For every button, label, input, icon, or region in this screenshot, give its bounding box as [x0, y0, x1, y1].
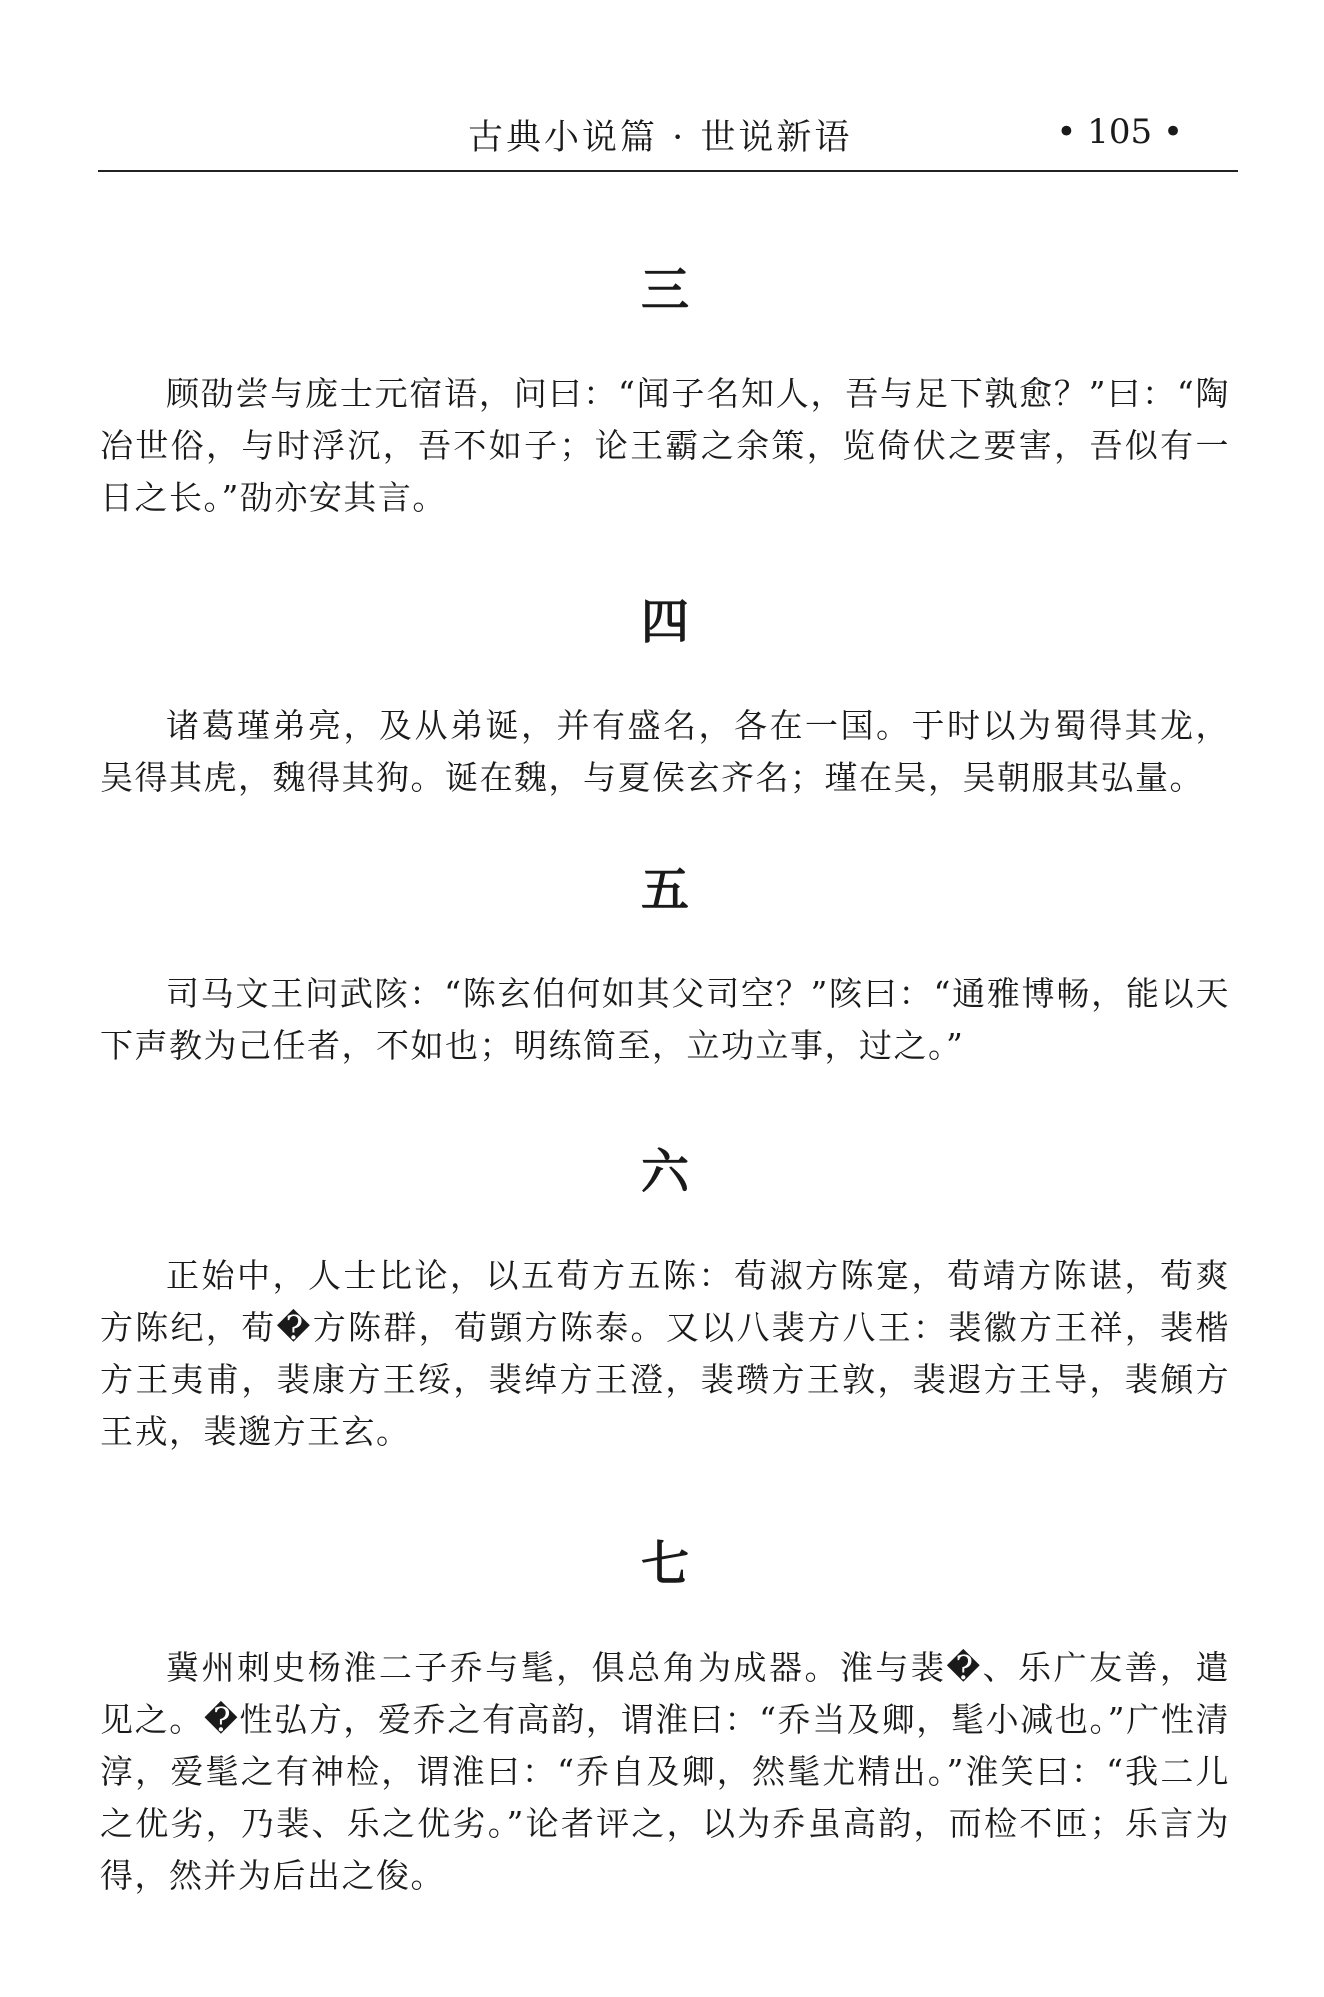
page-number: • 105 • [1056, 112, 1183, 152]
section-paragraph: 诸葛瑾弟亮，及从弟诞，并有盛名，各在一国。于时以为蜀得其龙，吴得其虎，魏得其狗。诞在魏，与夏侯玄齐名；瑾在吴，吴朝服其弘量。 [100, 706, 1230, 797]
section-6 [100, 1144, 1230, 1458]
section-4 [100, 594, 1230, 804]
page-header [98, 100, 1238, 172]
running-title: 古典小说篇 · 世说新语 [468, 118, 853, 158]
section-paragraph: 司马文王问武陔：“陈玄伯何如其父司空？”陔曰：“通雅博畅，能以天下声教为己任者，不如也；明练简至，立功立事，过之。” [100, 974, 1230, 1065]
section-paragraph: 冀州刺史杨淮二子乔与髦，俱总角为成器。淮与裴�、乐广友善，遣见之。�性弘方，爱乔之有高韵，谓淮曰：“乔当及卿，髦小减也。”广性清淳，爱髦之有神检，谓淮曰：“乔自及卿，然髦尤精出。”淮笑曰：“我二儿之优劣，乃裴、乐之优劣。”论者评之，以为乔虽高韵，而检不匝；乐言为得，然并为后出之俊。 [100, 1648, 1230, 1895]
page-body [100, 262, 1230, 1902]
section-heading: 四 [640, 594, 689, 650]
section-paragraph: 正始中，人士比论，以五荀方五陈：荀淑方陈寔，荀靖方陈谌，荀爽方陈纪，荀�方陈群，荀顗方陈泰。又以八裴方八王：裴徽方王祥，裴楷方王夷甫，裴康方王绥，裴绰方王澄，裴瓒方王敦，裴遐方王导，裴頠方王戎，裴邈方王玄。 [100, 1256, 1230, 1451]
section-heading: 三 [640, 262, 689, 318]
section-7 [100, 1536, 1230, 1902]
section-3 [100, 262, 1230, 524]
section-heading: 七 [640, 1536, 689, 1592]
section-heading: 六 [640, 1144, 689, 1200]
section-paragraph: 顾劭尝与庞士元宿语，问曰：“闻子名知人，吾与足下孰愈？”曰：“陶冶世俗，与时浮沉，吾不如子；论王霸之余策，览倚伏之要害，吾似有一日之长。”劭亦安其言。 [100, 374, 1230, 517]
section-5 [100, 862, 1230, 1072]
section-heading: 五 [640, 862, 689, 918]
